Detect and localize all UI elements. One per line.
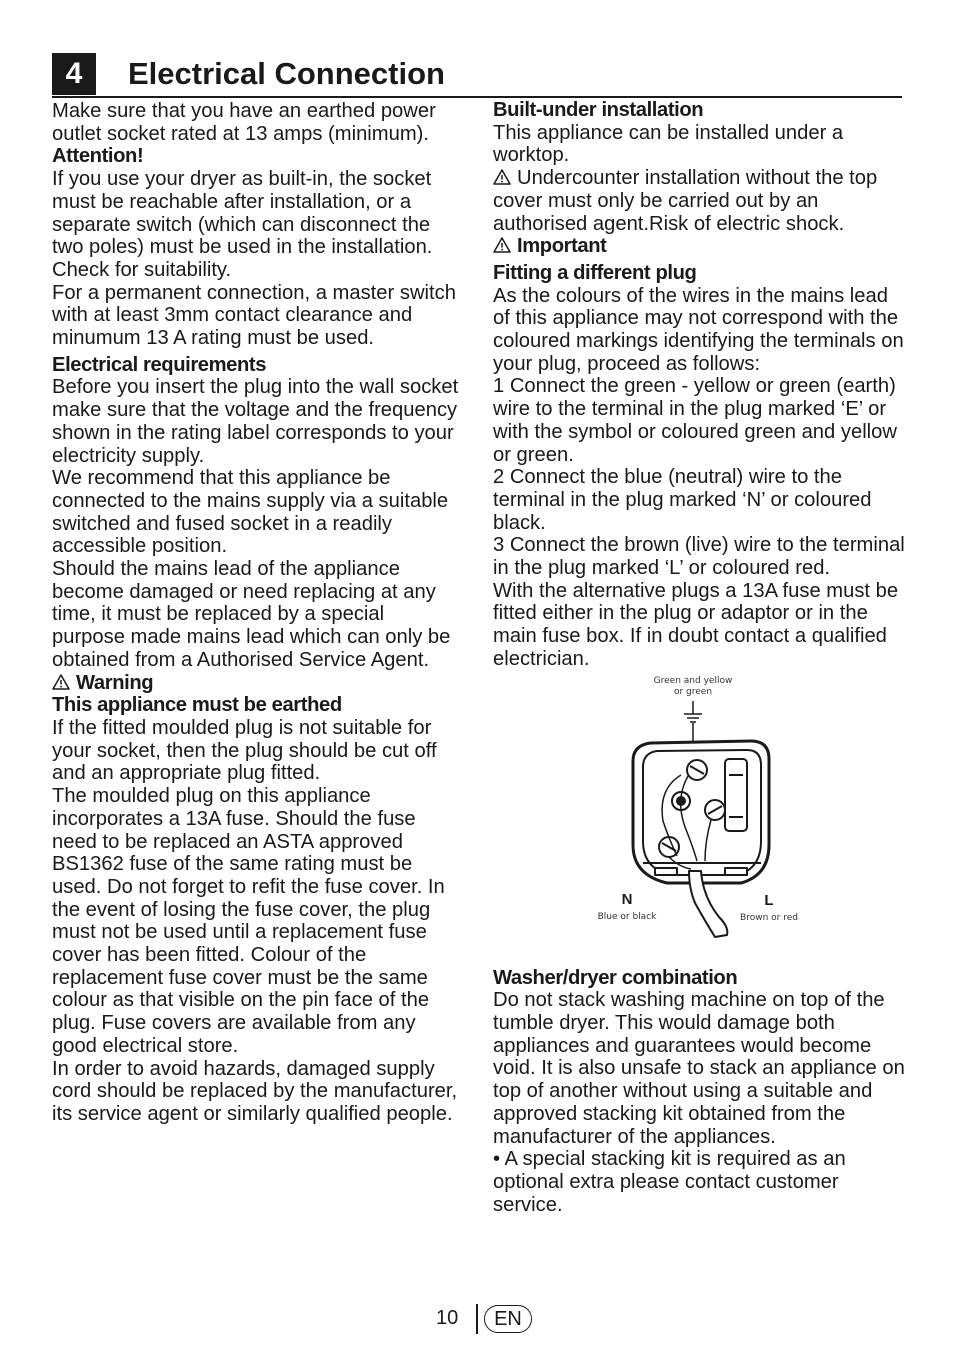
voltage-paragraph: Before you insert the plug into the wall socket make sure that the voltage and the frequency shown in the rating label corresponds to your electricity supply. [52,376,459,467]
stacking-kit-bullet: • A special stacking kit is required as an optional extra please contact customer service. [493,1148,846,1216]
warning-heading [52,672,462,695]
alternative-plugs-paragraph: With the alternative plugs a 13A fuse must be fitted either in the plug or adaptor or in the main fuse box. If in doubt contact a qualified electrician. [493,579,899,670]
fitting-plug-heading: Fitting a different plug [493,261,697,284]
mains-lead-paragraph: Should the mains lead of the appliance become damaged or need replacing at any time, it must be replaced by a special purpose made mains lead which can only be obtained from a Authorised Service Agent. [52,558,451,671]
plug-wiring-diagram [493,671,893,967]
earth-symbol-icon [684,701,702,746]
page-number: 10 [436,1307,459,1329]
live-letter: L [764,891,774,909]
page-title: Electrical Connection [128,56,445,91]
earthed-heading: This appliance must be earthed [52,694,342,717]
undercounter-paragraph [493,167,907,235]
stacking-paragraph: Do not stack washing machine on top of the tumble dryer. This would damage both appliances and guarantees would become void. It is also unsafe to stack an appliance on top of another without using a suitable and approved stacking kit obtained from the manufacturer of the appliances. [493,989,905,1148]
earth-label-line-2: or green [673,686,713,697]
section-number-badge: 4 [52,53,96,95]
important-label: Important [517,235,607,258]
live-caption: Brown or red [740,912,798,923]
footer-divider [476,1304,478,1334]
attention-heading: Attention! [52,145,144,168]
neutral-caption: Blue or black [597,911,657,922]
undercounter-text: Undercounter installation without the top cover must only be carried out by an authorised agent.Risk of electric shock. [493,167,878,235]
right-column [493,99,907,1216]
left-column [52,100,462,1126]
supply-cord-paragraph: In order to avoid hazards, damaged supply cord should be replaced by the manufacturer, its service agent or similarly qualified people. [52,1057,458,1125]
step-3-live: 3 Connect the brown (live) wire to the terminal in the plug marked ‘L’ or coloured red. [493,534,905,580]
fuse-paragraph: The moulded plug on this appliance incorporates a 13A fuse. Should the fuse need to be replaced an ASTA approved BS1362 fuse of the same rating must be used. Do not forget to refit the fuse cover. In the event of losing the fuse cover, the plug must not be used until a replacement fuse cover has been fitted. Colour of the replacement fuse cover must be the same colour as that visible on the pin face of the plug. Fuse covers are available from any good electrical store. [52,785,445,1057]
worktop-paragraph: This appliance can be installed under a worktop. [493,121,844,167]
step-1-earth: 1 Connect the green - yellow or green (earth) wire to the terminal in the plug marked ‘E’ or with the symbol or coloured green and yellow or green. [493,375,897,466]
warning-icon [493,237,511,253]
plug-diagram-svg [493,671,893,967]
plug-illustration [633,741,769,937]
warning-icon [493,169,511,185]
electrical-requirements-heading: Electrical requirements [52,353,267,376]
warning-icon [52,674,70,690]
important-heading [493,235,907,258]
washer-dryer-heading: Washer/dryer combination [493,966,738,989]
language-badge: EN [484,1305,532,1333]
earthed-socket-paragraph: Make sure that you have an earthed power outlet socket rated at 13 amps (minimum). [52,100,436,145]
permanent-connection-paragraph: For a permanent connection, a master switch with at least 3mm contact clearance and minumum 13 A rating must be used. [52,281,456,350]
moulded-plug-paragraph: If the fitted moulded plug is not suitable for your socket, then the plug should be cut off and an appropriate plug fitted. [52,716,437,785]
switched-socket-paragraph: We recommend that this appliance be connected to the mains supply via a suitable switched and fused socket in a readily accessible position. [52,467,449,558]
earth-label-line-1: Green and yellow [653,675,733,686]
built-under-heading: Built-under installation [493,99,704,121]
wire-colours-paragraph: As the colours of the wires in the mains lead of this appliance may not correspond with the coloured markings identifying the terminals on your plug, proceed as follows: [493,284,904,375]
neutral-letter: N [621,890,633,908]
built-in-paragraph: If you use your dryer as built-in, the socket must be reachable after installation, or a separate switch (which can disconnect the two poles) must be used in the installation. Check for suitability. [52,168,433,281]
section-header [52,52,902,98]
warning-label: Warning [76,671,154,694]
step-2-neutral: 2 Connect the blue (neutral) wire to the terminal in the plug marked ‘N’ or coloured black. [493,466,872,534]
